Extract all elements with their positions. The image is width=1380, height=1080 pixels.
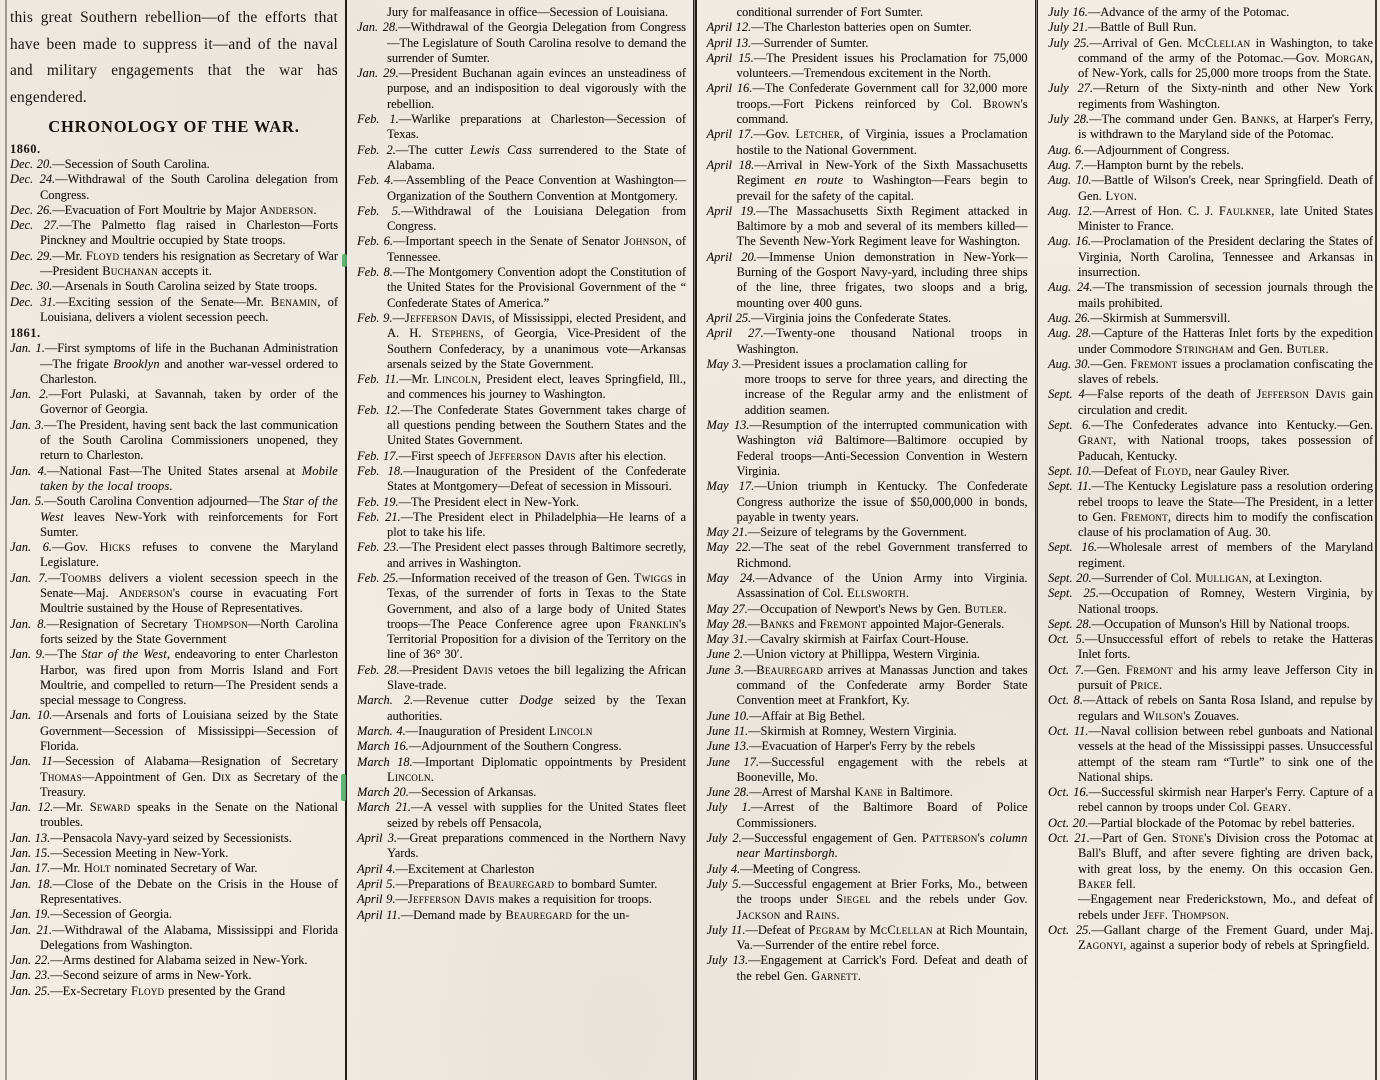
entry-continuation: Jury for malfeasance in office—Secession of Louisiana. <box>387 5 669 19</box>
entry-date: March 21. <box>357 800 411 815</box>
entry-date: June 28. <box>706 785 750 800</box>
entry-date: Dec. 29. <box>10 248 53 263</box>
entry-date: Sept. 10. <box>1048 463 1092 478</box>
chronology-entry: Sept. 28.—Occupation of Munson's Hill by National troops. <box>1048 616 1350 631</box>
entry-date: Jan. 17. <box>10 861 51 876</box>
entry-continuation: —Engagement near Frederickstown, Mo., and defeat of rebels under Jeff. Thompson. <box>1078 892 1373 922</box>
entry-date: Jan. 25. <box>10 983 51 998</box>
entry-date: March 18. <box>357 754 413 769</box>
chronology-entry: Jan. 22.—Arms destined for Alabama seized in New-York. <box>10 953 308 968</box>
entry-date: Jan. 3. <box>10 417 45 432</box>
chronology-entry: March 20.—Secession of Arkansas. <box>357 785 537 800</box>
year-marker: 1861. <box>10 326 41 341</box>
entry-date: Feb. 9. <box>357 310 393 325</box>
entry-date: Feb. 12. <box>357 402 401 417</box>
chronology-entry: Aug. 26.—Skirmish at Summersvill. <box>1048 310 1231 325</box>
chronology-entry: May 31.—Cavalry skirmish at Fairfax Court-House. <box>706 632 969 647</box>
chronology-entry: Sept. 4—False reports of the death of Jefferson Davis gain circulation and credit. <box>1048 387 1374 417</box>
scan-artifact <box>342 254 347 267</box>
entry-date: April 9. <box>357 892 396 907</box>
chronology-entry: Jan. 25.—Ex-Secretary Floyd presented by the Grand <box>10 983 286 998</box>
chronology-entry: Feb. 9.—Jefferson Davis, of Mississippi, elected President, and A. H. Stephens, of Georgia, Vice-President of the Southern Confederacy, by a unanimous vote—Arkansas arsenals seized by the State Government. <box>357 310 686 371</box>
chronology-entry: Jan. 13.—Pensacola Navy-yard seized by Secessionists. <box>10 830 292 845</box>
chronology-entry: Feb. 21.—The President elect in Philadelphia—He learns of a plot to take his life. <box>357 509 686 540</box>
chronology-entry: April 25.—Virginia joins the Confederate States. <box>706 310 952 325</box>
entry-date: Oct. 21. <box>1048 831 1090 846</box>
entry-date: June 17. <box>706 754 759 769</box>
entry-date: Sept. 11. <box>1048 479 1092 494</box>
entry-date: July 11. <box>706 922 746 937</box>
chronology-entry: April 5.—Preparations of Beauregard to bombard Sumter. <box>357 876 658 891</box>
chronology-entry: July 25.—Arrival of Gen. McClellan in Washington, to take command of the army of the Potomac.—Gov. Morgan, of New-York, calls for 25,000 more troops from the State. <box>1048 35 1374 81</box>
entry-date: May 17. <box>706 479 755 494</box>
entry-date: Aug. 6. <box>1048 142 1085 157</box>
chronology-entry: Feb. 2.—The cutter Lewis Cass surrendered to the State of Alabama. <box>357 142 686 172</box>
chronology-entry: Jan. 23.—Second seizure of arms in New-York. <box>10 968 252 983</box>
chronology-entry: June 28.—Arrest of Marshal Kane in Baltimore. <box>706 785 953 800</box>
chronology-entry: April 20.—Immense Union demonstration in New-York—Burning of the Gosport Navy-yard, including three ships of the line, three frigates, two sloops and a brig, mounting over 400 guns. <box>706 249 1028 310</box>
chronology-entry: Aug. 10.—Battle of Wilson's Creek, near Springfield. Death of Gen. Lyon. <box>1048 173 1373 203</box>
entry-date: Feb. 19. <box>357 494 399 509</box>
chronology-entry: Dec. 24.—Withdrawal of the South Carolina delegation from Congress. <box>10 172 338 202</box>
chronology-entry: Sept. 16.—Wholesale arrest of members of the Maryland regiment. <box>1048 540 1373 570</box>
chronology-entry: April 27.—Twenty-one thousand National troops in Washington. <box>706 326 1028 356</box>
entry-date: Jan. 6. <box>10 540 52 555</box>
entry-date: Jan. 29. <box>357 66 399 81</box>
chronology-entry: April 18.—Arrival in New-York of the Sixth Massachusetts Regiment en route to Washington—Fears begin to prevail for the safety of the capital. <box>706 157 1028 203</box>
chronology-entry: Sept. 20.—Surrender of Col. Mulligan, at Lexington. <box>1048 570 1323 585</box>
chronology-entry: March 16.—Adjournment of the Southern Congress. <box>357 739 622 754</box>
entry-date: Feb. 25. <box>357 570 399 585</box>
entry-date: Oct. 11. <box>1048 723 1089 738</box>
chronology-entry: Oct. 5.—Unsuccessful effort of rebels to retake the Hatteras Inlet forts. <box>1048 632 1373 662</box>
chronology-entry: Feb. 11.—Mr. Lincoln, President elect, leaves Springfield, Ill., and commences his journey to Washington. <box>357 372 686 402</box>
entry-date: Dec. 27. <box>10 218 60 233</box>
chronology-entry: July 2.—Successful engagement of Gen. Patterson's column near Martinsborgh. <box>706 831 1028 861</box>
chronology-entry: Aug. 12.—Arrest of Hon. C. J. Faulkner, late United States Minister to France. <box>1048 203 1373 234</box>
entry-date: Jan. 11 <box>10 754 53 769</box>
chronology-entry: Dec. 26.—Evacuation of Fort Moultrie by Major Anderson. <box>10 202 317 217</box>
entry-date: Aug. 10. <box>1048 173 1092 188</box>
chronology-entry: Aug. 16.—Proclamation of the President declaring the States of Virginia, North Carolina, Tennessee and Arkansas in insurrection. <box>1048 234 1373 280</box>
entry-date: July 1. <box>706 800 751 815</box>
entry-date: Aug. 7. <box>1048 157 1085 172</box>
entry-date: Sept. 25. <box>1048 586 1099 601</box>
entry-continuation: more troops to serve for three years, and directing the increase of the Regular army and the enlistment of addition seamen. <box>744 372 1028 417</box>
chronology-entry: May 28.—Banks and Fremont appointed Major-Generals. <box>706 616 1005 631</box>
chronology-entry: July 27.—Return of the Sixty-ninth and other New York regiments from Washington. <box>1048 81 1374 111</box>
chronology-entry: April 9.—Jefferson Davis makes a requisition for troops. <box>357 892 652 907</box>
entry-date: Feb. 18. <box>357 463 404 478</box>
entry-date: Oct. 20. <box>1048 815 1089 830</box>
entry-date: Aug. 16. <box>1048 234 1091 249</box>
column-1 <box>0 0 345 1080</box>
chronology-entry: Aug. 6.—Adjournment of Congress. <box>1048 142 1230 157</box>
entry-date: April 19. <box>706 203 757 218</box>
chronology-entry: Feb. 17.—First speech of Jefferson Davis after his election. <box>357 448 667 463</box>
chronology-entry: April 17.—Gov. Letcher, of Virginia, issues a Proclamation hostile to the National Government. <box>706 127 1028 157</box>
entry-date: Feb. 23. <box>357 540 400 555</box>
chronology-entry: May 24.—Advance of the Union Army into Virginia. Assassination of Col. Ellsworth. <box>706 570 1028 601</box>
chronology-entry: July 1.—Arrest of the Baltimore Board of Police Commissioners. <box>706 800 1028 830</box>
chronology-entry: Oct. 16.—Successful skirmish near Harper's Ferry. Capture of a rebel cannon by troops under Col. Geary. <box>1048 785 1373 815</box>
chronology-entry: April 13.—Surrender of Sumter. <box>706 35 869 50</box>
chronology-entry: April 15.—The President issues his Proclamation for 75,000 volunteers.—Tremendous excitement in the North. <box>706 50 1028 81</box>
entry-date: Oct. 16. <box>1048 785 1089 800</box>
entry-date: June 11. <box>706 723 749 738</box>
entry-date: April 27. <box>706 326 764 341</box>
entry-date: May 27. <box>706 601 748 616</box>
entry-date: May 21. <box>706 525 748 540</box>
chronology-entry: June 11.—Skirmish at Romney, Western Virginia. <box>706 723 957 738</box>
entry-date: Oct. 7. <box>1048 662 1084 677</box>
entry-date: April 12. <box>706 20 752 35</box>
chronology-entry: March 21.—A vessel with supplies for the United States fleet seized by rebels off Pensacola, <box>357 800 686 830</box>
chronology-entry: Jan. 9.—The Star of the West, endeavoring to enter Charleston Harbor, was fired upon from Morris Island and Fort Moultrie, and compelled to return—The President sends a special message to Congress. <box>10 647 338 708</box>
entry-date: Jan. 23. <box>10 968 51 983</box>
chronology-entry: Sept. 11.—The Kentucky Legislature pass a resolution ordering rebel troops to leave the State—The President, in a letter to Gen. Fremont, directs him to modify the confiscation clause of his proclamation of Aug. 30. <box>1048 479 1373 540</box>
entry-date: Aug. 30. <box>1048 356 1091 371</box>
entry-date: Jan. 4. <box>10 463 47 478</box>
chronology-entry: April 19.—The Massachusetts Sixth Regiment attacked in Baltimore by a mob and several of its members killed—The Seventh New-York Regiment leave for Washington. <box>706 203 1028 249</box>
entry-date: June 2. <box>706 647 743 662</box>
entry-date: Oct. 5. <box>1048 632 1085 647</box>
chronology-entry: Jan. 28.—Withdrawal of the Georgia Delegation from Congress—The Legislature of South Carolina resolve to demand the surrender of Sumter. <box>357 20 686 65</box>
entry-date: Jan. 9. <box>10 647 45 662</box>
entry-date: Dec. 24. <box>10 172 56 187</box>
entry-date: March 16. <box>357 739 409 754</box>
entry-date: Sept. 4 <box>1048 387 1085 402</box>
chronology-entry: March. 4.—Inauguration of President Lincoln <box>357 723 593 738</box>
chronology-entry: April 16.—The Confederate Government call for 32,000 more troops.—Fort Pickens reinforced by Col. Brown's command. <box>706 81 1028 127</box>
entry-date: Sept. 6. <box>1048 418 1092 433</box>
entry-date: Feb. 11. <box>357 372 400 387</box>
entry-date: June 10. <box>706 708 750 723</box>
entry-date: Dec. 26. <box>10 202 53 217</box>
entry-date: Jan. 22. <box>10 953 51 968</box>
entry-date: Dec. 30. <box>10 279 53 294</box>
entry-date: Sept. 20. <box>1048 570 1092 585</box>
chronology-entry: Feb. 1.—Warlike preparations at Charleston—Secession of Texas. <box>357 112 686 142</box>
entry-date: April 11. <box>357 907 401 922</box>
entry-date: Feb. 17. <box>357 448 399 463</box>
scan-artifact <box>341 774 346 801</box>
entry-date: Jan. 21. <box>10 922 52 937</box>
entry-date: May 24. <box>706 570 756 585</box>
chronology-entry: Jan. 10.—Arsenals and forts of Louisiana seized by the State Government—Secession of Mississippi—Secession of Florida. <box>10 708 338 753</box>
column-2 <box>347 0 693 1080</box>
entry-date: April 15. <box>706 50 754 65</box>
chronology-entry: Feb. 23.—The President elect passes through Baltimore secretly, and arrives in Washington. <box>357 540 686 570</box>
entry-date: April 16. <box>706 81 753 96</box>
entry-date: July 13. <box>706 953 748 968</box>
chronology-entry: Feb. 5.—Withdrawal of the Louisiana Delegation from Congress. <box>357 203 686 234</box>
entry-date: Aug. 28. <box>1048 326 1092 341</box>
chronology-entry: Jan. 29.—President Buchanan again evinces an unsteadiness of purpose, and an indisposition to deal vigorously with the rebellion. <box>357 66 686 111</box>
chronology-entry: Feb. 19.—The President elect in New-York. <box>357 494 579 509</box>
entry-date: Feb. 2. <box>357 142 396 157</box>
chronology-entry: July 16.—Advance of the army of the Potomac. <box>1048 5 1290 19</box>
chronology-entry: Jan. 8.—Resignation of Secretary Thompson—North Carolina forts seized by the State Government <box>10 616 338 646</box>
chronology-entry: Feb. 8.—The Montgomery Convention adopt the Constitution of the United States for the Provisional Government of the “ Confederate States of America.” <box>357 265 687 310</box>
chronology-entry: Dec. 29.—Mr. Floyd tenders his resignation as Secretary of War—President Buchanan accepts it. <box>10 248 338 279</box>
chronology-entry: Feb. 6.—Important speech in the Senate of Senator Johnson, of Tennessee. <box>357 234 686 264</box>
entry-date: Dec. 20. <box>10 157 53 171</box>
chronology-entry: Jan. 1.—First symptoms of life in the Buchanan Administration—The frigate Brooklyn and another war-vessel ordered to Charleston. <box>10 341 338 386</box>
chronology-entry: May 3.—President issues a proclamation calling for <box>706 356 968 371</box>
entry-date: May 13. <box>706 418 750 433</box>
entry-date: Jan. 8. <box>10 616 47 631</box>
entry-date: June 13. <box>706 739 750 754</box>
entry-date: Sept. 16. <box>1048 540 1097 555</box>
entry-date: Feb. 5. <box>357 203 402 218</box>
chronology-entry: April 4.—Excitement at Charleston <box>357 861 535 876</box>
entry-continuation: conditional surrender of Fort Sumter. <box>736 5 924 19</box>
entry-date: Dec. 31. <box>10 294 56 309</box>
entry-date: Jan. 5. <box>10 494 45 509</box>
chronology-entry: Feb. 4.—Assembling of the Peace Convention at Washington—Organization of the Southern Convention at Montgomery. <box>357 173 686 203</box>
entry-date: April 18. <box>706 157 755 172</box>
column-4 <box>1038 0 1380 1080</box>
chronology-entry: Sept. 10.—Defeat of Floyd, near Gauley River. <box>1048 463 1290 478</box>
entry-date: Jan. 28. <box>357 20 399 35</box>
column-3 <box>697 0 1035 1080</box>
entry-date: July 27. <box>1048 81 1094 96</box>
chronology-entry: July 21.—Battle of Bull Run. <box>1048 20 1197 35</box>
chronology-entry: May 17.—Union triumph in Kentucky. The Confederate Congress authorize the issue of $50,000,000 in bonds, payable in twenty years. <box>706 479 1028 524</box>
chronology-entry: June 13.—Evacuation of Harper's Ferry by the rebels <box>706 739 976 754</box>
chronology-entry: Aug. 24.—The transmission of secession journals through the mails prohibited. <box>1048 280 1373 310</box>
entry-date: Jan. 18. <box>10 876 53 891</box>
entry-date: Jan. 1. <box>10 341 45 356</box>
entry-date: Jan. 2. <box>10 387 49 402</box>
chronology-entry: Dec. 30.—Arsenals in South Carolina seized by State troops. <box>10 279 318 294</box>
entry-date: Feb. 8. <box>357 265 393 280</box>
entry-date: July 21. <box>1048 20 1088 35</box>
chronology-entry: Oct. 25.—Gallant charge of the Frement Guard, under Maj. Zagonyi, against a superior body of rebels at Springfield. <box>1048 922 1373 953</box>
chronology-entry: April 3.—Great preparations commenced in the Northern Navy Yards. <box>357 831 686 861</box>
chronology-entry: Dec. 27.—The Palmetto flag raised in Charleston—Forts Pinckney and Moultrie occupied by State troops. <box>10 218 338 248</box>
entry-date: July 2. <box>706 831 742 846</box>
chronology-entry: July 5.—Successful engagement at Brier Forks, Mo., between the troops under Siegel and the rebels under Gov. Jackson and Rains. <box>706 876 1028 922</box>
entry-date: Aug. 12. <box>1048 203 1093 218</box>
chronology-entry: March. 2.—Revenue cutter Dodge seized by the Texan authorities. <box>357 693 686 723</box>
entry-date: March 20. <box>357 785 409 800</box>
chronology-entry: Jan. 19.—Secession of Georgia. <box>10 907 172 922</box>
entry-date: Jan. 13. <box>10 830 51 845</box>
entry-date: Oct. 25. <box>1048 922 1092 937</box>
entry-date: Sept. 28. <box>1048 616 1092 631</box>
entry-date: March. 2. <box>357 693 414 708</box>
entry-date: Aug. 24. <box>1048 280 1093 295</box>
chronology-entry: Oct. 8.—Attack of rebels on Santa Rosa Island, and repulse by regulars and Wilson's Zouaves. <box>1048 693 1373 723</box>
chronology-entry: Sept. 6.—The Confederates advance into Kentucky.—Gen. Grant, with National troops, takes possession of Paducah, Kentucky. <box>1048 418 1374 463</box>
chronology-entry: Jan. 6.—Gov. Hicks refuses to convene the Maryland Legislature. <box>10 540 338 570</box>
entry-date: July 4. <box>706 861 741 876</box>
chronology-entry: Feb. 18.—Inauguration of the President of the Confederate States at Montgomery—Defeat of secession in Missouri. <box>357 463 686 494</box>
entry-date: Jan. 7. <box>10 570 48 585</box>
entry-date: May 28. <box>706 616 748 631</box>
entry-date: Feb. 6. <box>357 234 393 249</box>
intro-paragraph: this great Southern rebellion—of the efforts that have been made to suppress it—and of the naval and military engagements that the war has engendered. <box>10 9 338 106</box>
entry-date: May 22. <box>706 540 752 555</box>
entry-date: May 3. <box>706 356 742 371</box>
entry-date: Aug. 26. <box>1048 310 1091 325</box>
entry-date: June 3. <box>706 662 744 677</box>
chronology-entry: July 28.—The command under Gen. Banks, at Harper's Ferry, is withdrawn to the Maryland side of the Potomac. <box>1048 112 1373 142</box>
chronology-entry: June 2.—Union victory at Phillippa, Western Virginia. <box>706 647 980 662</box>
entry-date: July 16. <box>1048 5 1088 19</box>
chronology-entry: May 21.—Seizure of telegrams by the Government. <box>706 525 967 540</box>
entry-date: April 13. <box>706 35 752 50</box>
entry-date: April 25. <box>706 310 752 325</box>
chronology-entry: July 4.—Meeting of Congress. <box>706 861 861 876</box>
chronology-entry: Dec. 20.—Secession of South Carolina. <box>10 157 210 171</box>
chronology-entry: Jan. 7.—Toombs delivers a violent secession speech in the Senate—Maj. Anderson's course in evacuating Fort Moultrie sustained by the House of Representatives. <box>10 570 338 616</box>
chronology-entry: July 11.—Defeat of Pegram by McClellan at Rich Mountain, Va.—Surrender of the entire rebel force. <box>706 922 1028 953</box>
chronology-entry: Jan. 15.—Secession Meeting in New-York. <box>10 846 229 861</box>
entry-date: Feb. 28. <box>357 662 400 677</box>
chronology-entry: Oct. 7.—Gen. Fremont and his army leave Jefferson City in pursuit of Price. <box>1048 662 1373 693</box>
chronology-entry: June 3.—Beauregard arrives at Manassas Junction and takes command of the Confederate army Border State Convention meet at Frankfort, Ky. <box>706 662 1028 708</box>
chronology-entry: July 13.—Engagement at Carrick's Ford. Defeat and death of the rebel Gen. Garnett. <box>706 953 1028 983</box>
chronology-entry: Oct. 21.—Part of Gen. Stone's Division cross the Potomac at Ball's Bluff, and after severe fighting are driven back, with great loss, by the enemy. On this occasion Gen. Baker fell. <box>1048 831 1373 891</box>
entry-date: Feb. 21. <box>357 509 401 524</box>
chronology-entry: March 18.—Important Diplomatic oppointments by President Lincoln. <box>357 754 686 784</box>
chronology-entry: Feb. 28.—President Davis vetoes the bill legalizing the African Slave-trade. <box>357 662 686 693</box>
entry-date: Jan. 10. <box>10 708 53 723</box>
entry-date: April 20. <box>706 249 757 264</box>
entry-date: July 28. <box>1048 112 1090 127</box>
entry-date: April 17. <box>706 127 754 142</box>
entry-date: April 4. <box>357 861 396 876</box>
entry-date: Jan. 19. <box>10 907 51 922</box>
entry-date: July 5. <box>706 876 742 891</box>
chronology-entry: April 11.—Demand made by Beauregard for the un- <box>357 907 630 922</box>
entry-date: Feb. 4. <box>357 173 394 188</box>
chronology-entry: Aug. 7.—Hampton burnt by the rebels. <box>1048 157 1244 172</box>
entry-date: April 5. <box>357 876 396 891</box>
entry-date: April 3. <box>357 831 398 846</box>
entry-date: March. 4. <box>357 723 406 738</box>
entry-date: Jan. 12. <box>10 800 54 815</box>
chronology-entry: Jan. 4.—National Fast—The United States arsenal at Mobile taken by the local troops. <box>10 463 338 493</box>
chronology-entry: Jan. 17.—Mr. Holt nominated Secretary of War. <box>10 861 258 876</box>
chronology-entry: Jan. 5.—South Carolina Convention adjourned—The Star of the West leaves New-York with reinforcements for Fort Sumter. <box>10 494 338 539</box>
chronology-entry: Jan. 2.—Fort Pulaski, at Savannah, taken by order of the Governor of Georgia. <box>10 387 338 417</box>
page-edge-rule-right <box>1375 0 1377 1080</box>
chronology-entry: Aug. 28.—Capture of the Hatteras Inlet forts by the expedition under Commodore Stringham and Gen. Butler. <box>1048 326 1373 356</box>
entry-date: July 25. <box>1048 35 1090 50</box>
chronology-entry: Jan. 18.—Close of the Debate on the Crisis in the House of Representatives. <box>10 876 338 906</box>
entry-date: Feb. 1. <box>357 112 399 127</box>
section-heading: CHRONOLOGY OF THE WAR. <box>48 117 300 136</box>
chronology-entry: Jan. 3.—The President, having sent back the last communication of the South Carolina Commissioners unopened, they return to Charleston. <box>10 417 338 463</box>
chronology-entry: May 27.—Occupation of Newport's News by Gen. Butler. <box>706 601 1007 616</box>
chronology-entry: Jan. 21.—Withdrawal of the Alabama, Mississippi and Florida Delegations from Washington. <box>10 922 338 952</box>
chronology-entry: May 22.—The seat of the rebel Government transferred to Richmond. <box>706 540 1028 570</box>
chronology-entry: Aug. 30.—Gen. Fremont issues a proclamation confiscating the slaves of rebels. <box>1048 356 1373 387</box>
entry-date: May 31. <box>706 632 748 647</box>
entry-date: Oct. 8. <box>1048 693 1083 708</box>
chronology-entry: Dec. 31.—Exciting session of the Senate—Mr. Benamin, of Louisiana, delivers a violent secession peech. <box>10 294 338 324</box>
page-edge-rule-left <box>5 0 7 1080</box>
chronology-entry: June 10.—Affair at Big Bethel. <box>706 708 865 723</box>
chronology-entry: April 12.—The Charleston batteries open on Sumter. <box>706 20 972 35</box>
year-marker: 1860. <box>10 142 41 156</box>
chronology-entry: Feb. 12.—The Confederate States Government takes charge of all questions pending between the Southern States and the United States Government. <box>357 402 686 448</box>
chronology-entry: Sept. 25.—Occupation of Romney, Western Virginia, by National troops. <box>1048 586 1373 616</box>
chronology-entry: Jan. 11—Secession of Alabama—Resignation of Secretary Thomas—Appointment of Gen. Dix as Secretary of the Treasury. <box>10 754 339 799</box>
chronology-entry: Oct. 20.—Partial blockade of the Potomac by rebel batteries. <box>1048 815 1355 830</box>
chronology-entry: Jan. 12.—Mr. Seward speaks in the Senate on the National troubles. <box>10 800 338 830</box>
chronology-entry: Oct. 11.—Naval collision between rebel gunboats and National vessels at the head of the Mississippi passes. Unsuccessful attempt of the steam ram “Turtle” to sink one of the National ships. <box>1048 723 1373 784</box>
entry-date: Jan. 15. <box>10 846 51 861</box>
chronology-entry: June 17.—Successful engagement with the rebels at Booneville, Mo. <box>706 754 1028 784</box>
chronology-entry: Feb. 25.—Information received of the treason of Gen. Twiggs in Texas, of the surrender of forts in Texas to the State Government, and also of a large body of United States troops—The Peace Conference agree upon Franklin's Territorial Proposition for a division of the Territory on the line of 36° 30′. <box>357 570 686 662</box>
chronology-entry: May 13.—Resumption of the interrupted communication with Washington viâ Baltimore—Baltimore occupied by Federal troops—Anti-Secession Convention in Western Virginia. <box>706 418 1028 478</box>
